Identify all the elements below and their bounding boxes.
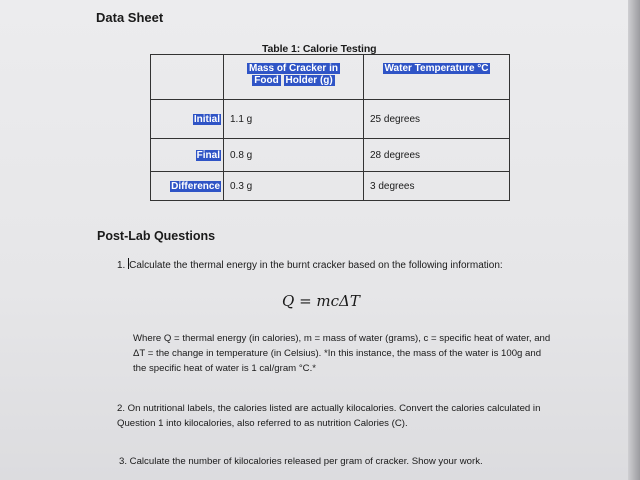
row-label: Final [196, 149, 220, 161]
row-label-cell[interactable] [151, 100, 224, 139]
question-1-number: 1. [117, 260, 126, 271]
question-1-text: Calculate the thermal energy in the burnt cracker based on the following information: [129, 260, 503, 271]
table-row [151, 139, 510, 172]
mass-cell[interactable]: 0.8 g [224, 139, 364, 172]
question-2[interactable]: 2. On nutritional labels, the calories listed are actually kilocalories. Convert the calories calculated in Question 1 into kilocalories, also referred to as nutrition Calories (C). [117, 403, 541, 429]
table-row [151, 100, 510, 139]
header-mass-line2b: Holder (g) [285, 75, 333, 86]
row-label: Initial [193, 113, 220, 125]
thermal-energy-formula: Q = mcΔT [282, 292, 360, 310]
temp-cell[interactable]: 28 degrees [364, 139, 510, 172]
header-water-label: Water Temperature °C [384, 63, 489, 74]
header-mass-cell[interactable] [224, 55, 364, 100]
data-sheet-heading: Data Sheet [96, 10, 164, 25]
table-caption: Table 1: Calorie Testing [262, 43, 377, 55]
header-mass-line2a: Food [254, 75, 279, 86]
temp-cell[interactable]: 25 degrees [364, 100, 510, 139]
temp-cell[interactable]: 3 degrees [364, 172, 510, 201]
post-lab-heading: Post-Lab Questions [97, 229, 216, 243]
question-1[interactable] [117, 258, 557, 273]
row-label-cell[interactable] [151, 172, 224, 201]
formula-explanation[interactable]: Where Q = thermal energy (in calories), m = mass of water (grams), c = specific heat of water, and ΔT = the change in temperature (in Celsius). *In this instance, the mass of the water is 100g and the specific heat of water is 1 cal/gram °C.* [133, 333, 551, 374]
monitor-bezel [628, 0, 640, 480]
table-row [151, 172, 510, 201]
row-label-cell[interactable] [151, 139, 224, 172]
mass-cell[interactable]: 1.1 g [224, 100, 364, 139]
header-water-cell[interactable] [364, 55, 510, 100]
table-header-row [151, 55, 510, 100]
row-label: Difference [171, 180, 220, 192]
mass-cell[interactable]: 0.3 g [224, 172, 364, 201]
question-3[interactable]: 3. Calculate the number of kilocalories released per gram of cracker. Show your work. [119, 456, 483, 467]
table-corner-cell[interactable] [151, 55, 224, 100]
calorie-table [150, 54, 510, 201]
header-mass-line1: Mass of Cracker in [249, 63, 338, 74]
